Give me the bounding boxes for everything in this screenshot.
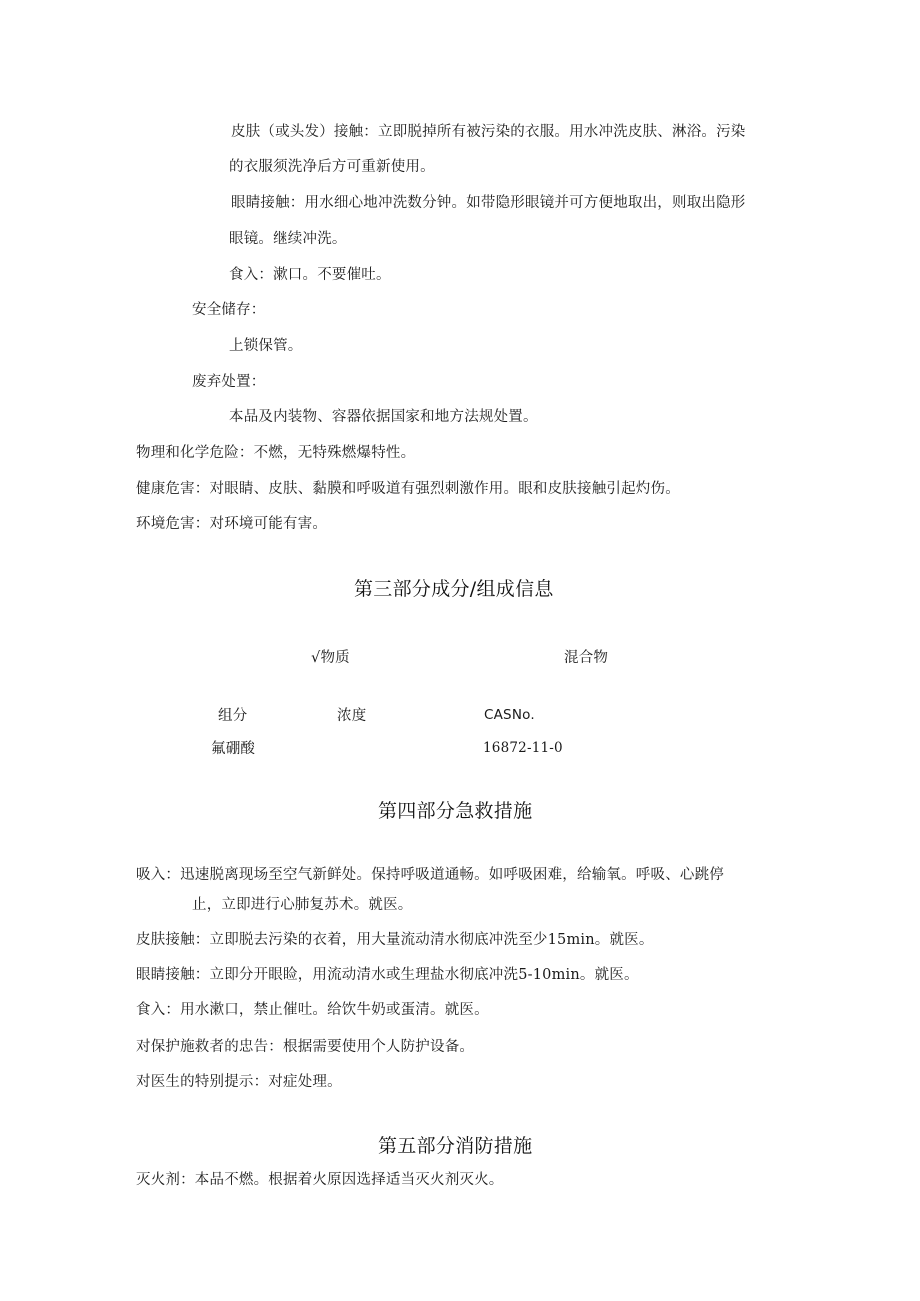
health-hazard-text: 健康危害：对眼睛、皮肤、黏膜和呼吸道有强烈刺激作用。眼和皮肤接触引起灼伤。 <box>136 481 680 497</box>
mixture-label: 混合物 <box>564 650 609 666</box>
extinguishing-media-text: 灭火剂：本品不燃。根据着火原因选择适当灭火剂灭火。 <box>136 1172 504 1188</box>
rescuer-advice-text: 对保护施救者的忠告：根据需要使用个人防护设备。 <box>136 1039 475 1055</box>
disposal-label: 废弃处置： <box>192 374 266 390</box>
first-aid-ingestion-text: 食入：用水漱口，禁止催吐。给饮牛奶或蛋清。就医。 <box>136 1002 489 1018</box>
section3-title: 第三部分成分/组成信息 <box>354 578 554 600</box>
ingestion-text: 食入：漱口。不要催吐。 <box>229 267 391 283</box>
inhalation-text-line1: 吸入：迅速脱离现场至空气新鲜处。保持呼吸道通畅。如呼吸困难，给输氧。呼吸、心跳停 <box>136 867 724 883</box>
env-hazard-text: 环境危害：对环境可能有害。 <box>136 516 328 532</box>
section5-title: 第五部分消防措施 <box>378 1135 533 1157</box>
skin-contact-text-line1: 皮肤（或头发）接触：立即脱掉所有被污染的衣服。用水冲洗皮肤、淋浴。污染 <box>231 124 746 140</box>
inhalation-text-line2: 止，立即进行心肺复苏术。就医。 <box>192 897 413 913</box>
physical-hazard-text: 物理和化学危险：不燃，无特殊燃爆特性。 <box>136 445 416 461</box>
storage-text: 上锁保管。 <box>229 338 303 354</box>
eye-contact-text-line2: 眼镜。继续冲洗。 <box>229 231 347 247</box>
table-header-component: 组分 <box>218 708 248 724</box>
storage-label: 安全储存： <box>192 302 266 318</box>
first-aid-skin-text: 皮肤接触：立即脱去污染的衣着，用大量流动清水彻底冲洗至少15min。就医。 <box>136 932 654 948</box>
substance-label: √物质 <box>311 650 350 666</box>
section4-title: 第四部分急救措施 <box>378 800 533 822</box>
first-aid-eye-text: 眼睛接触：立即分开眼睑，用流动清水或生理盐水彻底冲洗5-10min。就医。 <box>136 967 639 983</box>
table-header-cas: CASNo. <box>484 707 535 723</box>
table-header-concentration: 浓度 <box>337 708 367 724</box>
doctor-note-text: 对医生的特别提示：对症处理。 <box>136 1074 342 1090</box>
table-cell-cas: 16872-11-0 <box>483 740 563 756</box>
table-cell-component: 氟硼酸 <box>211 741 256 757</box>
skin-contact-text-line2: 的衣服须洗净后方可重新使用。 <box>229 159 435 175</box>
eye-contact-text-line1: 眼睛接触：用水细心地冲洗数分钟。如带隐形眼镜并可方便地取出，则取出隐形 <box>231 195 746 211</box>
disposal-text: 本品及内装物、容器依据国家和地方法规处置。 <box>229 409 538 425</box>
